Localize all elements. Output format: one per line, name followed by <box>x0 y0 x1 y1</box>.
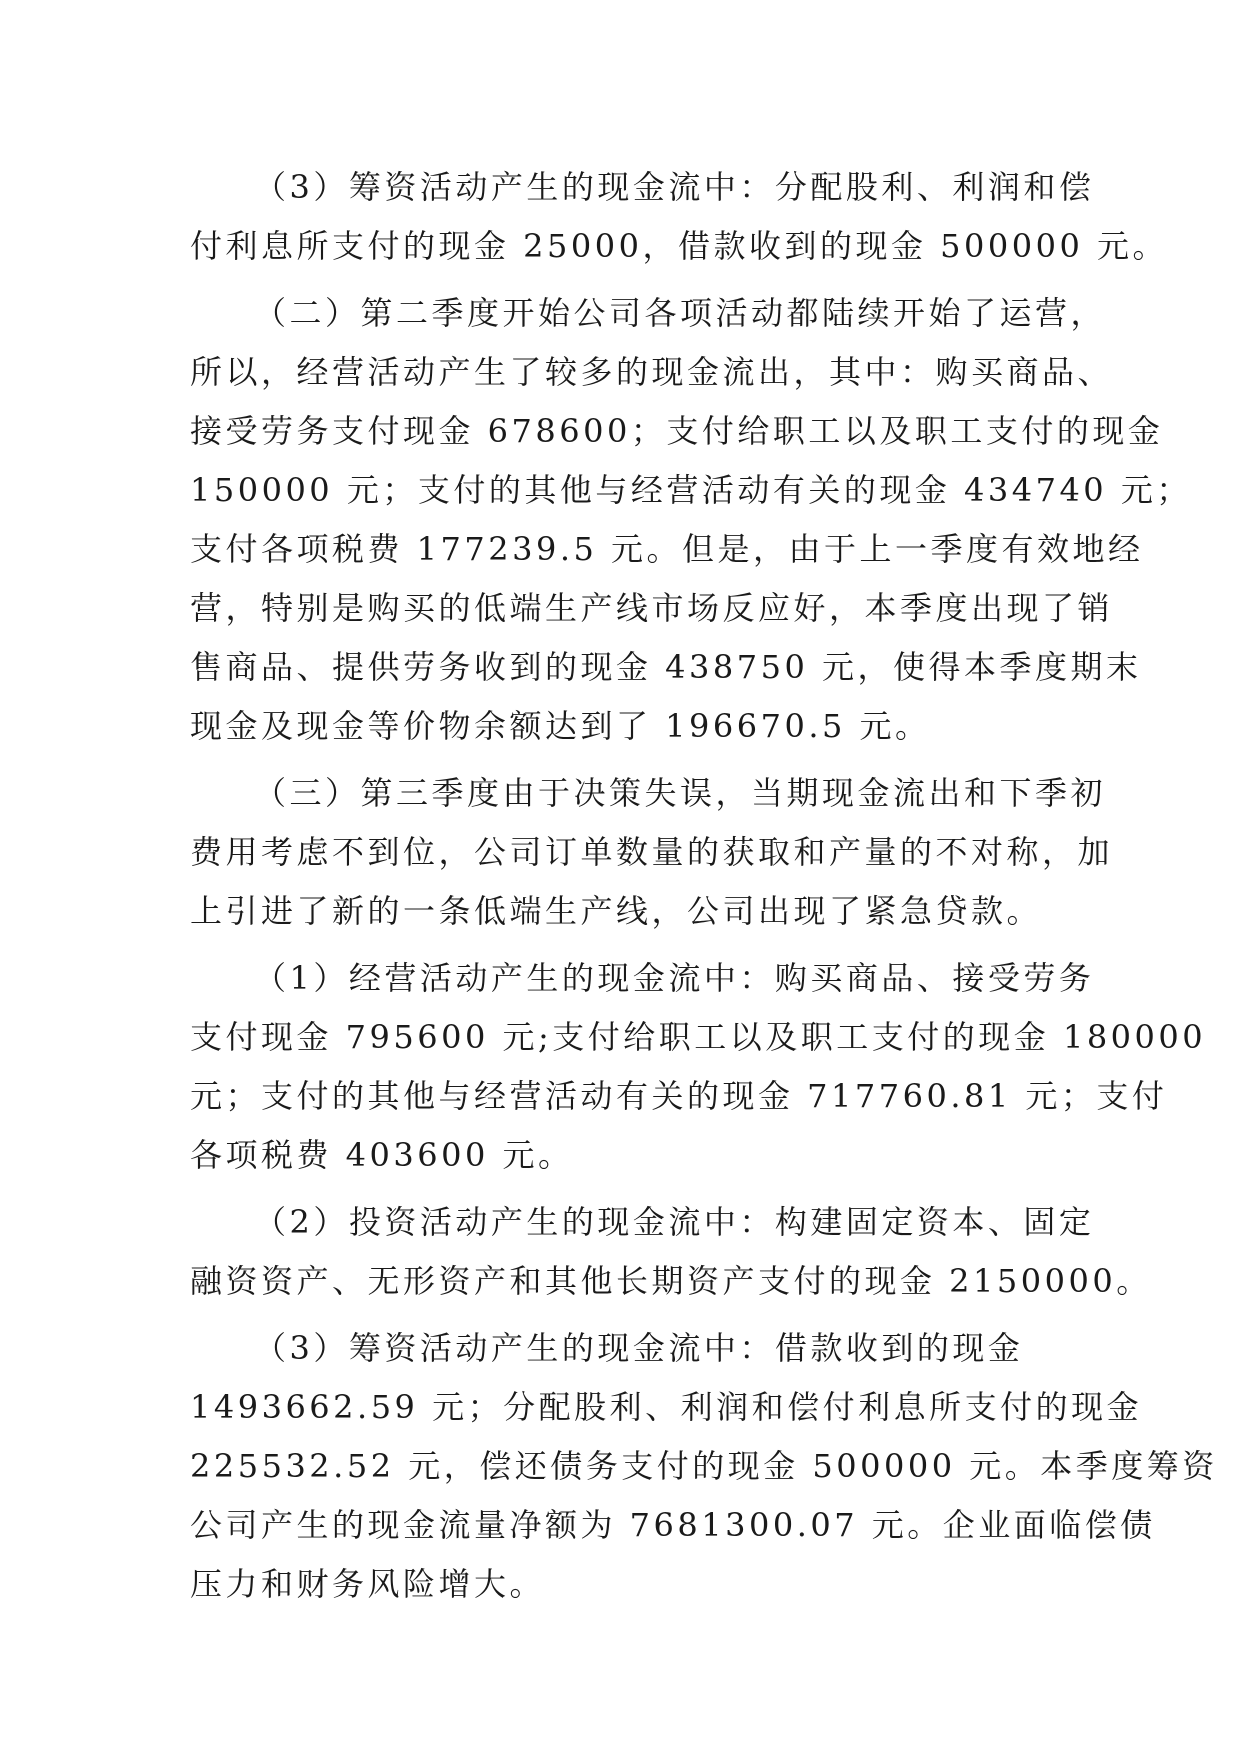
text-line: 接受劳务支付现金 678600；支付给职工以及职工支付的现金 <box>190 412 1164 450</box>
text-line: （1）经营活动产生的现金流中：购买商品、接受劳务 <box>254 959 1095 997</box>
text-line: 各项税费 403600 元。 <box>190 1136 574 1174</box>
paragraph <box>190 949 1207 1185</box>
text-line: （二）第二季度开始公司各项活动都陆续开始了运营， <box>254 294 1107 332</box>
text-line: 支付现金 795600 元;支付给职工以及职工支付的现金 180000 <box>190 1018 1207 1056</box>
text-line: 付利息所支付的现金 25000，借款收到的现金 500000 元。 <box>190 227 1168 265</box>
text-line: （三）第三季度由于决策失误，当期现金流出和下季初 <box>254 774 1107 812</box>
text-line: 公司产生的现金流量净额为 7681300.07 元。企业面临偿债 <box>190 1506 1156 1544</box>
text-line: 费用考虑不到位，公司订单数量的获取和产量的不对称，加 <box>190 833 1114 871</box>
text-line: 融资资产、无形资产和其他长期资产支付的现金 2150000。 <box>190 1262 1152 1300</box>
text-line: 营，特别是购买的低端生产线市场反应好，本季度出现了销 <box>190 589 1114 627</box>
text-line: （2）投资活动产生的现金流中：构建固定资本、固定 <box>254 1203 1095 1241</box>
text-line: 所以，经营活动产生了较多的现金流出，其中：购买商品、 <box>190 353 1114 391</box>
document-body <box>190 158 1218 1614</box>
paragraph <box>190 284 1192 756</box>
text-line: 支付各项税费 177239.5 元。但是，由于上一季度有效地经 <box>190 530 1144 568</box>
paragraph <box>190 764 1114 941</box>
text-line: 现金及现金等价物余额达到了 196670.5 元。 <box>190 707 931 745</box>
text-line: 压力和财务风险增大。 <box>190 1565 546 1603</box>
text-line: 1493662.59 元；分配股利、利润和偿付利息所支付的现金 <box>190 1388 1143 1426</box>
text-line: 售商品、提供劳务收到的现金 438750 元，使得本季度期末 <box>190 648 1142 686</box>
text-line: 225532.52 元，偿还债务支付的现金 500000 元。本季度筹资 <box>190 1447 1218 1485</box>
paragraph <box>190 1319 1218 1614</box>
text-line: 上引进了新的一条低端生产线，公司出现了紧急贷款。 <box>190 892 1043 930</box>
paragraph <box>190 158 1168 276</box>
paragraph <box>190 1193 1152 1311</box>
text-line: （3）筹资活动产生的现金流中：分配股利、利润和偿 <box>254 168 1095 206</box>
text-line: （3）筹资活动产生的现金流中：借款收到的现金 <box>254 1329 1024 1367</box>
text-line: 元；支付的其他与经营活动有关的现金 717760.81 元；支付 <box>190 1077 1168 1115</box>
text-line: 150000 元；支付的其他与经营活动有关的现金 434740 元； <box>190 471 1192 509</box>
